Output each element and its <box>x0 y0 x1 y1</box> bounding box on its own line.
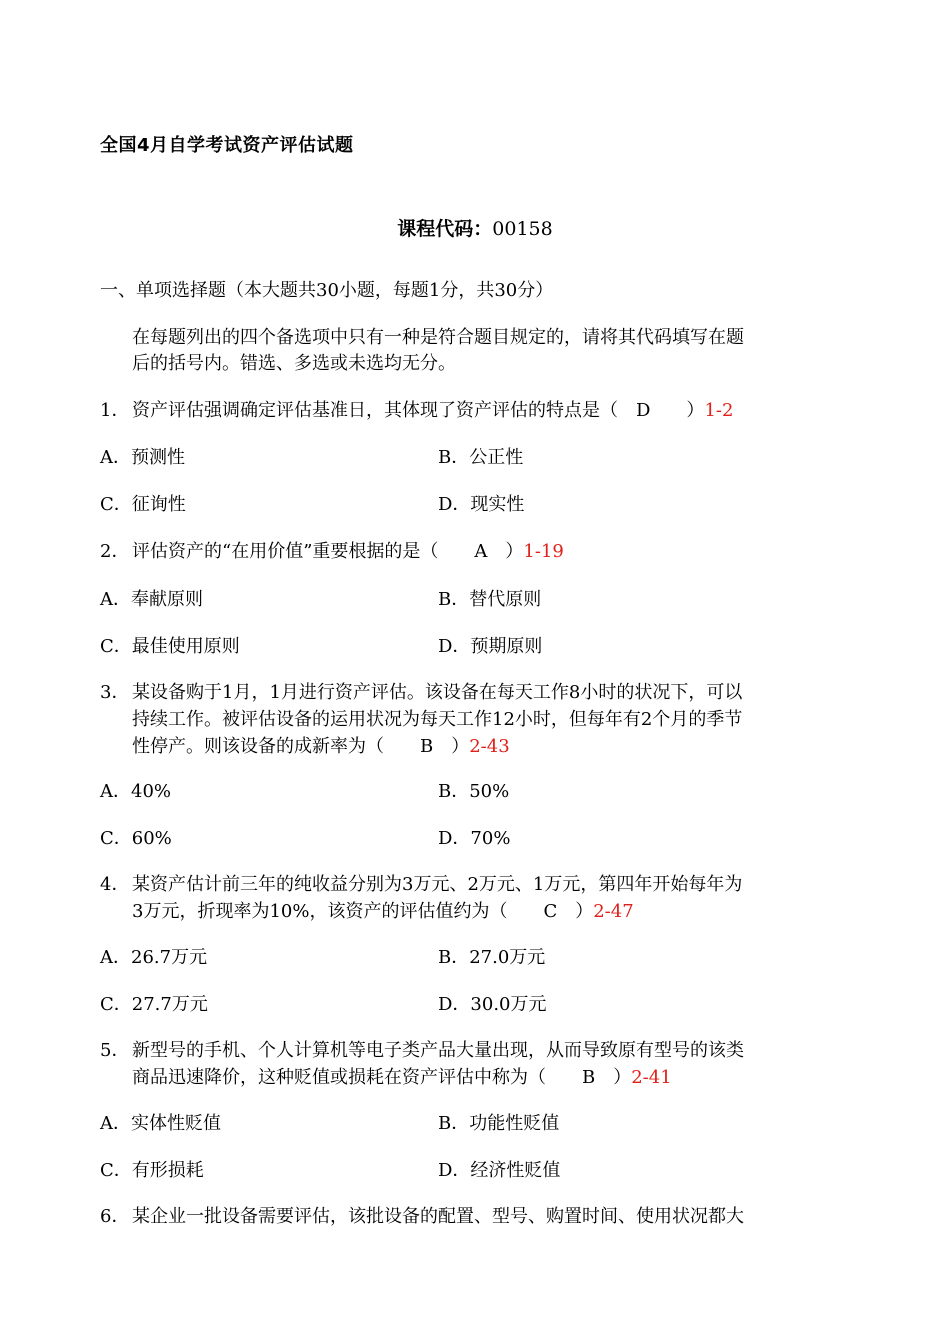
document-title: 全国4月自学考试资产评估试题 <box>100 135 354 156</box>
question-number: 1． <box>100 400 130 421</box>
question-number: 6． <box>100 1206 130 1227</box>
answer-option: B．公正性 <box>438 447 524 468</box>
course-code-label: 课程代码： <box>397 218 493 240</box>
question-text: 持续工作。被评估设备的运用状况为每天工作12小时，但每年有2个月的季节 <box>132 709 743 730</box>
answer-option: B．27.0万元 <box>438 947 546 968</box>
answer-option: A．26.7万元 <box>100 947 208 968</box>
answer-reference: 2-43 <box>469 736 510 757</box>
question-text-line <box>132 705 742 731</box>
question-number: 3． <box>100 682 130 703</box>
answer-option: D．现实性 <box>438 494 525 515</box>
question-text-line <box>132 870 742 896</box>
answer-option: B．功能性贬值 <box>438 1113 560 1134</box>
question-text-line <box>132 678 742 704</box>
answer-option: A．奉献原则 <box>100 589 203 610</box>
instruction-line-1: 在每题列出的四个备选项中只有一种是符合题目规定的，请将其代码填写在题 <box>132 327 744 348</box>
answer-option: C．最佳使用原则 <box>100 636 240 657</box>
answer-option: C．60% <box>100 828 172 849</box>
question-text-line <box>132 537 564 563</box>
answer-option: D．70% <box>438 828 511 849</box>
question-text: 新型号的手机、个人计算机等电子类产品大量出现，从而导致原有型号的该类 <box>132 1040 744 1061</box>
question-text: 评估资产的“在用价值”重要根据的是（ A ） <box>132 541 524 562</box>
answer-reference: 1-19 <box>523 541 564 562</box>
course-code-line <box>0 214 950 241</box>
question-number: 4． <box>100 874 130 895</box>
question-text-line <box>132 732 510 758</box>
course-code-value: 00158 <box>492 218 553 240</box>
answer-option: D．预期原则 <box>438 636 543 657</box>
question-text: 某企业一批设备需要评估，该批设备的配置、型号、购置时间、使用状况都大 <box>132 1206 744 1227</box>
answer-option: D．30.0万元 <box>438 994 547 1015</box>
answer-reference: 2-47 <box>593 901 634 922</box>
answer-option: A．40% <box>100 781 172 802</box>
instruction-line-2: 后的括号内。错选、多选或未选均无分。 <box>132 353 456 374</box>
question-number: 2． <box>100 541 130 562</box>
answer-option: B．替代原则 <box>438 589 542 610</box>
answer-option: D．经济性贬值 <box>438 1160 561 1181</box>
question-text: 商品迅速降价，这种贬值或损耗在资产评估中称为（ B ） <box>132 1067 632 1088</box>
question-text: 资产评估强调确定评估基准日，其体现了资产评估的特点是（ D ） <box>132 400 705 421</box>
answer-option: C．27.7万元 <box>100 994 208 1015</box>
answer-option: A．实体性贬值 <box>100 1113 221 1134</box>
answer-option: B．50% <box>438 781 510 802</box>
answer-option: A．预测性 <box>100 447 185 468</box>
question-text-line <box>132 1036 744 1062</box>
question-text: 性停产。则该设备的成新率为（ B ） <box>132 736 470 757</box>
answer-reference: 2-41 <box>631 1067 672 1088</box>
question-text-line <box>132 396 733 422</box>
answer-reference: 1-2 <box>704 400 734 421</box>
question-text: 某设备购于1月，1月进行资产评估。该设备在每天工作8小时的状况下，可以 <box>132 682 743 703</box>
question-text: 3万元，折现率为10%，该资产的评估值约为（ C ） <box>132 901 594 922</box>
question-text: 某资产估计前三年的纯收益分别为3万元、2万元、1万元，第四年开始每年为 <box>132 874 743 895</box>
answer-option: C．有形损耗 <box>100 1160 204 1181</box>
question-text-line <box>132 1063 672 1089</box>
question-text-line <box>132 897 634 923</box>
section-heading: 一、单项选择题（本大题共30小题，每题1分，共30分） <box>100 280 554 301</box>
question-text-line <box>132 1202 744 1228</box>
question-number: 5． <box>100 1040 130 1061</box>
answer-option: C．征询性 <box>100 494 186 515</box>
